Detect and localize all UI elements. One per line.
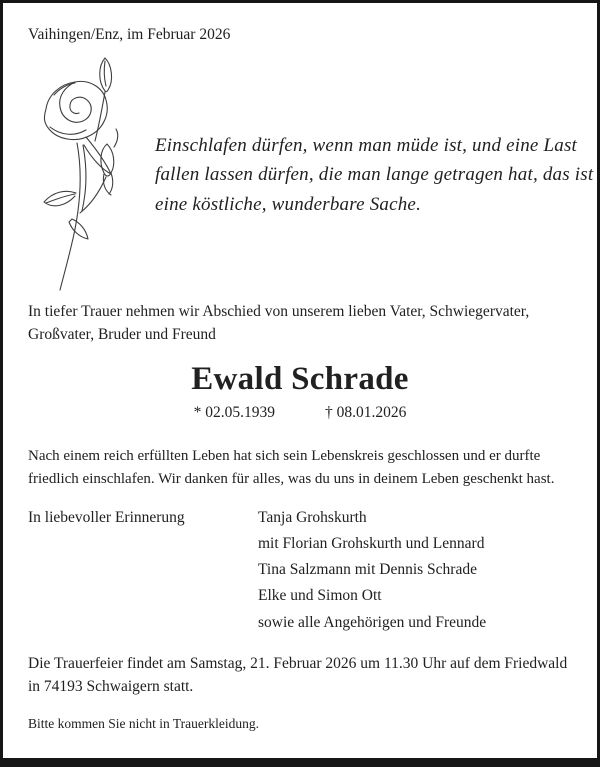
death-date: † 08.01.2026 [325,404,407,422]
bottom-bar [0,758,600,767]
quote [155,131,593,220]
mourners-list [258,505,486,635]
mourner-line: mit Florian Grohskurth und Lennard [258,535,485,553]
quote-line: eine köstliche, wunderbare Sache. [155,194,422,216]
quote-line: fallen lassen dürfen, die man lange getragen hat, das ist [155,164,594,186]
mourner-line: Elke und Simon Ott [258,587,382,605]
memorial-label: In liebevoller Erinnerung [28,509,185,527]
rose-icon [20,53,150,293]
dress-note: Bitte kommen Sie nicht in Trauerkleidung. [28,716,259,732]
deceased-name: Ewald Schrade [191,361,409,398]
funeral-info: Die Trauerfeier findet am Samstag, 21. Februar 2026 um 11.30 Uhr auf dem Friedwald in 74193 Schwaigern statt. [28,654,568,695]
quote-line: Einschlafen dürfen, wenn man müde ist, und eine Last [155,134,578,156]
memorial-section [28,505,571,635]
intro-text: In tiefer Trauer nehmen wir Abschied von unserem lieben Vater, Schwiegervater, Großvater, Bruder und Freund [28,302,530,343]
dateline: Vaihingen/Enz, im Februar 2026 [28,26,231,43]
quote-section [3,53,597,293]
mourner-line: Tina Salzmann mit Dennis Schrade [258,561,477,579]
body-text: Nach einem reich erfüllten Leben hat sich sein Lebenskreis geschlossen und er durfte friedlich einschlafen. Wir danken für alles, was du uns in deinem Leben geschenkt hast. [28,448,555,487]
birth-date: * 02.05.1939 [193,404,275,422]
life-dates [3,404,597,422]
mourner-line: sowie alle Angehörigen und Freunde [258,613,487,631]
mourner-line: Tanja Grohskurth [258,509,367,527]
